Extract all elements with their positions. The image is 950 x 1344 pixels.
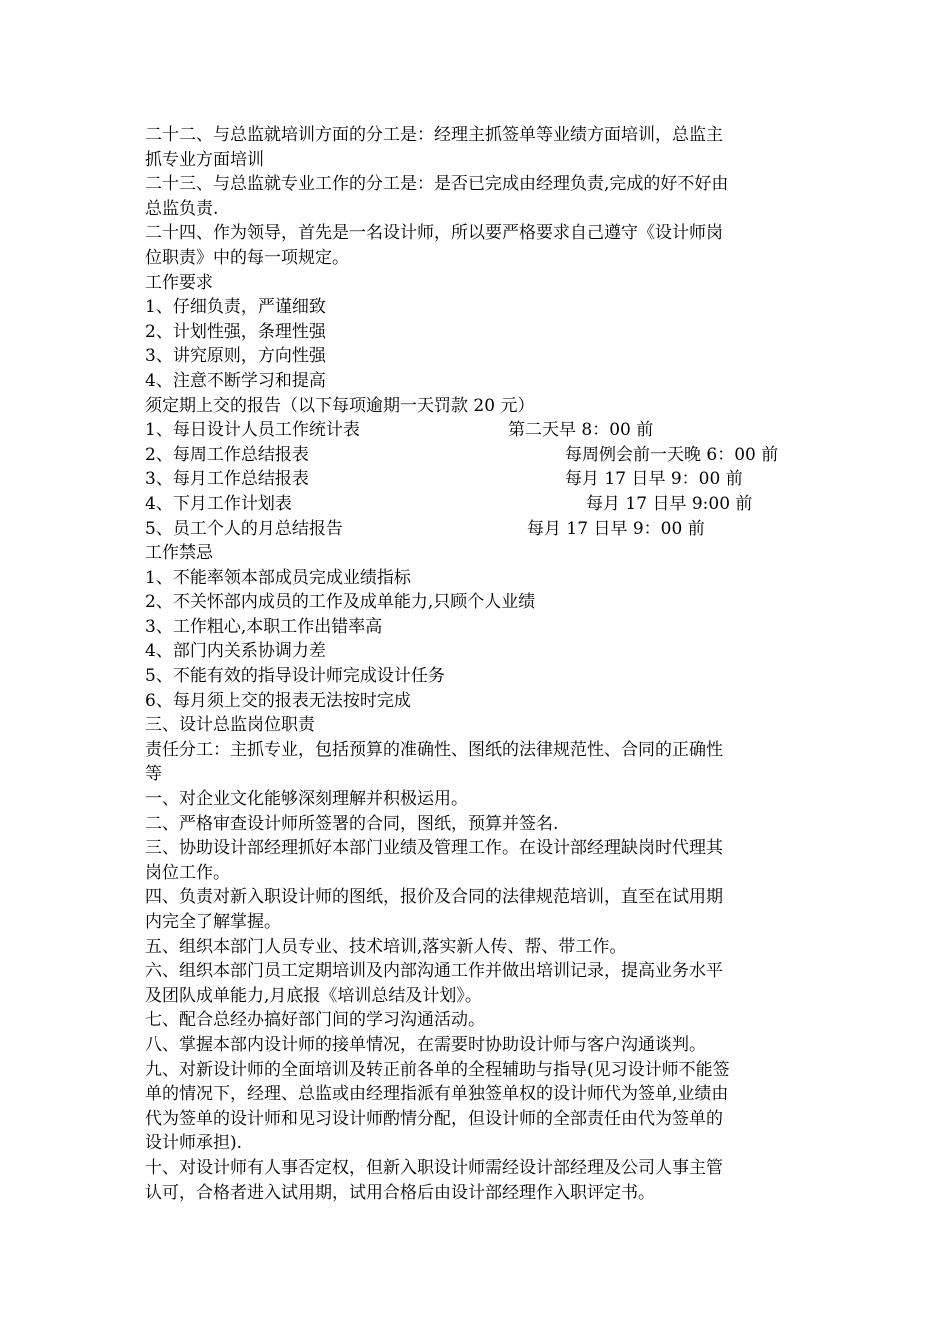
text-line: 及团队成单能力,月底报《培训总结及计划》。 <box>145 985 482 1006</box>
text-line: 内完全了解掌握。 <box>145 912 281 932</box>
list-item: 1、不能率领本部成员完成业绩指标 <box>145 567 411 588</box>
report-row <box>145 443 810 468</box>
list-item: 二、严格审查设计师所签署的合同，图纸，预算并签名. <box>145 813 559 834</box>
list-item: 九、对新设计师的全面培训及转正前各单的全程辅助与指导(见习设计师不能签 <box>145 1059 730 1080</box>
list-item: 2、不关怀部内成员的工作及成单能力,只顾个人业绩 <box>145 592 536 613</box>
list-item: 5、不能有效的指导设计师完成设计任务 <box>145 666 445 687</box>
list-item: 六、组织本部门员工定期培训及内部沟通工作并做出培训记录，提高业务水平 <box>145 961 723 982</box>
document-body <box>145 123 810 1205</box>
list-item: 2、计划性强，条理性强 <box>145 321 326 342</box>
text-line: 设计师承担). <box>145 1133 243 1154</box>
list-item: 十、对设计师有人事否定权，但新入职设计师需经设计部经理及公司人事主管 <box>145 1157 723 1178</box>
list-item: 七、配合总经办搞好部门间的学习沟通活动。 <box>145 1010 485 1031</box>
list-item: 一、对企业文化能够深刻理解并积极运用。 <box>145 789 468 810</box>
list-item: 四、负责对新入职设计师的图纸，报价及合同的法律规范培训，直至在试用期 <box>145 887 723 908</box>
text-line: 抓专业方面培训 <box>145 149 264 170</box>
section-heading: 须定期上交的报告（以下每项逾期一天罚款 20 元） <box>145 395 535 416</box>
text-line: 单的情况下，经理、总监或由经理指派有单独签单权的设计师代为签单,业绩由 <box>145 1084 729 1105</box>
list-item: 4、注意不断学习和提高 <box>145 370 326 391</box>
list-item: 八、掌握本部内设计师的接单情况，在需要时协助设计师与客户沟通谈判。 <box>145 1034 706 1055</box>
list-item: 1、仔细负责，严谨细致 <box>145 297 326 318</box>
report-deadline: 每月 17 日早 9：00 前 <box>565 469 743 490</box>
report-deadline: 第二天早 8：00 前 <box>508 420 654 441</box>
report-deadline: 每月 17 日早 9：00 前 <box>527 518 705 539</box>
report-row <box>145 467 810 492</box>
report-item: 2、每周工作总结报表 <box>145 444 309 465</box>
report-row <box>145 492 810 517</box>
text-line: 二十三、与总监就专业工作的分工是：是否已完成由经理负责,完成的好不好由 <box>145 174 729 195</box>
text-line: 等 <box>145 764 162 785</box>
report-row <box>145 418 810 443</box>
section-heading: 三、设计总监岗位职责 <box>145 715 315 736</box>
report-item: 5、员工个人的月总结报告 <box>145 518 343 539</box>
report-item: 4、下月工作计划表 <box>145 493 292 514</box>
section-heading: 工作要求 <box>145 272 213 293</box>
list-item: 五、组织本部门人员专业、技术培训,落实新人传、帮、带工作。 <box>145 936 627 957</box>
text-line: 二十四、作为领导，首先是一名设计师，所以要严格要求自己遵守《设计师岗 <box>145 223 723 244</box>
list-item: 4、部门内关系协调力差 <box>145 641 326 662</box>
list-item: 3、工作粗心,本职工作出错率高 <box>145 616 383 637</box>
report-item: 1、每日设计人员工作统计表 <box>145 420 360 441</box>
text-line: 认可，合格者进入试用期，试用合格后由设计部经理作入职评定书。 <box>145 1182 655 1203</box>
list-item: 三、协助设计部经理抓好本部门业绩及管理工作。在设计部经理缺岗时代理其 <box>145 838 723 859</box>
text-line: 岗位工作。 <box>145 862 230 883</box>
report-deadline: 每周例会前一天晚 6：00 前 <box>565 444 779 465</box>
list-item: 6、每月须上交的报表无法按时完成 <box>145 690 411 711</box>
report-row <box>145 517 810 542</box>
report-item: 3、每月工作总结报表 <box>145 469 309 490</box>
list-item: 3、讲究原则，方向性强 <box>145 346 326 367</box>
text-line: 二十二、与总监就培训方面的分工是：经理主抓签单等业绩方面培训，总监主 <box>145 125 723 145</box>
text-line: 代为签单的设计师和见习设计师酌情分配，但设计师的全部责任由代为签单的 <box>145 1108 723 1129</box>
text-line: 总监负责. <box>145 198 219 219</box>
report-deadline: 每月 17 日早 9:00 前 <box>586 493 753 514</box>
text-line: 位职责》中的每一项规定。 <box>145 247 349 268</box>
section-heading: 工作禁忌 <box>145 543 213 564</box>
text-line: 责任分工：主抓专业，包括预算的准确性、图纸的法律规范性、合同的正确性 <box>145 739 723 760</box>
